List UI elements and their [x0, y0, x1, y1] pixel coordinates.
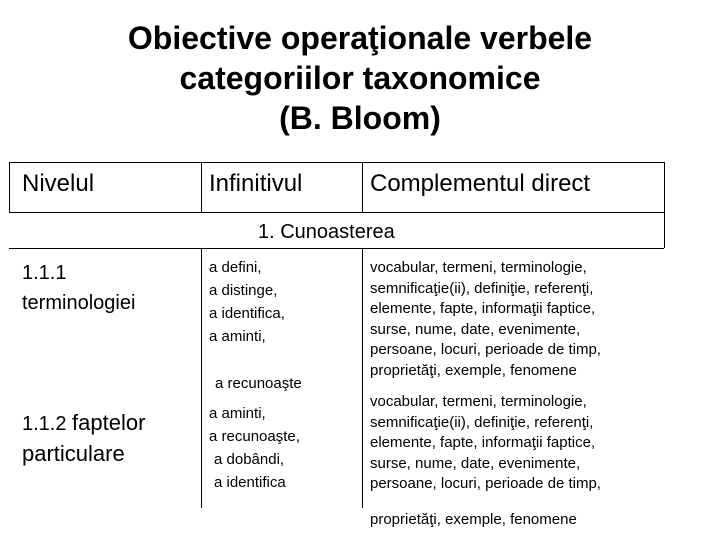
table-header-bottom-border	[9, 212, 664, 213]
title-line-2: categoriilor taxonomice	[179, 60, 541, 96]
infinitive-item: a aminti,	[209, 405, 266, 422]
slide-title	[0, 18, 720, 138]
row-2-complement	[370, 392, 601, 495]
body-divider-2	[362, 248, 363, 508]
table-top-border	[9, 162, 664, 163]
row-1-infinitives	[209, 256, 285, 348]
infinitive-item: a defini,	[209, 259, 262, 276]
row-1-level-number: 1.1.1	[22, 262, 67, 284]
row-2-infinitive-first: a recunoaşte	[215, 375, 302, 392]
row-2-level-number: 1.1.2	[22, 413, 67, 435]
row-2-infinitives	[209, 402, 300, 494]
table-left-border	[9, 162, 10, 212]
body-divider-1	[201, 248, 202, 508]
header-nivelul: Nivelul	[22, 170, 95, 197]
complement-line: semnificaţie(ii), definiţie, referenţi,	[370, 413, 594, 431]
row-1-level	[22, 258, 135, 318]
title-line-3: (B. Bloom)	[279, 100, 441, 136]
complement-line: proprietăţi, exemple, fenomene	[370, 361, 577, 379]
complement-line: semnificaţie(ii), definiţie, referenţi,	[370, 279, 594, 297]
row-2-complement-last: proprietăţi, exemple, fenomene	[370, 511, 577, 528]
table-section-bottom-border	[9, 248, 664, 249]
infinitive-item: a distinge,	[209, 282, 278, 299]
complement-line: elemente, fapte, informaţii faptice,	[370, 300, 596, 317]
section-label: 1. Cunoasterea	[258, 221, 395, 243]
complement-line: persoane, locuri, perioade de timp,	[370, 341, 601, 358]
infinitive-item: a identifica,	[209, 305, 285, 322]
header-complementul-direct: Complementul direct	[370, 170, 591, 197]
complement-line: vocabular, termeni, terminologie,	[370, 259, 587, 276]
infinitive-item: a aminti,	[209, 328, 266, 345]
infinitive-item: a recunoaşte,	[209, 428, 300, 445]
complement-line: elemente, fapte, informaţii faptice,	[370, 434, 596, 451]
row-1-level-name: terminologiei	[22, 292, 136, 314]
header-divider-2	[362, 162, 363, 212]
header-divider-1	[201, 162, 202, 212]
table-right-border	[664, 162, 665, 248]
row-2-level-word: faptelor	[72, 410, 146, 435]
complement-line: persoane, locuri, perioade de timp,	[370, 475, 601, 492]
row-1-complement	[370, 258, 601, 381]
complement-line: vocabular, termeni, terminologie,	[370, 393, 587, 410]
infinitive-item: a dobândi,	[214, 451, 285, 468]
infinitive-item: a identifica	[214, 474, 286, 491]
complement-line: surse, nume, date, evenimente,	[370, 320, 581, 338]
header-infinitivul: Infinitivul	[209, 170, 303, 197]
row-2-level	[22, 408, 145, 469]
complement-line: surse, nume, date, evenimente,	[370, 454, 581, 472]
title-line-1: Obiective operaţionale verbele	[127, 20, 593, 56]
row-2-level-name: particulare	[22, 441, 125, 466]
